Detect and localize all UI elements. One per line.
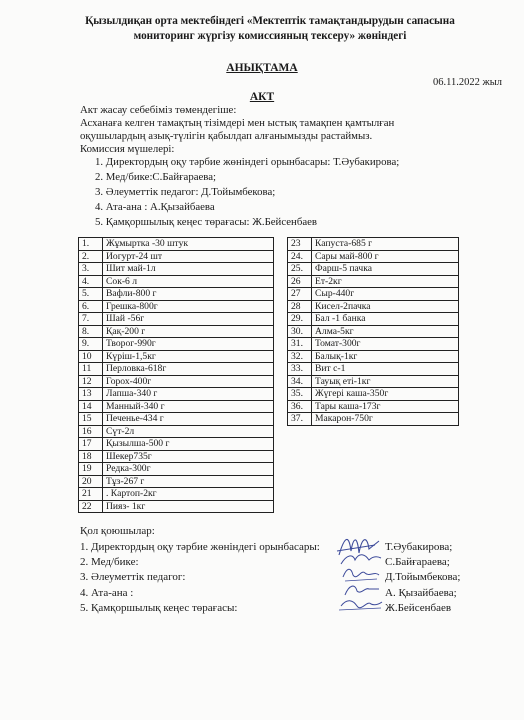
signatures-title: Қол қоюшылар: [80, 525, 155, 537]
document-header [60, 14, 480, 44]
table-row [288, 300, 459, 313]
header-line-1: Қызылдиқан орта мектебіндегі «Мектептік тамақтандырудын сапасына [85, 15, 455, 27]
document-type-heading: АНЫҚТАМА [226, 62, 298, 74]
header-line-2: мониторинг жүргізу комиссияның тексеру» жөніндегі [133, 30, 407, 42]
product-item: Манный-340 г [103, 400, 274, 413]
table-row [288, 375, 459, 388]
row-number: 35. [288, 388, 312, 401]
table-row [79, 313, 274, 326]
row-number: 15 [79, 413, 103, 426]
product-item: Тұз-267 г [103, 475, 274, 488]
table-row [79, 488, 274, 501]
row-number: 34. [288, 375, 312, 388]
product-item: Кисел-2пачка [312, 300, 459, 313]
product-item: Балық-1кг [312, 350, 459, 363]
product-item: Ет-2кг [312, 275, 459, 288]
row-number: 12 [79, 375, 103, 388]
product-item: Тауық еті-1кг [312, 375, 459, 388]
signature-role: 2. Мед/бике: [80, 556, 139, 569]
signature-name: А. Қызайбаева; [385, 586, 457, 599]
signature-row [80, 540, 500, 555]
table-row [79, 438, 274, 451]
member-item: 2. Мед/бике:С.Байғараева; [95, 171, 217, 183]
product-item: . Картоп-2кг [103, 488, 274, 501]
table-row [288, 250, 459, 263]
row-number: 22 [79, 500, 103, 513]
product-item: Вит с-1 [312, 363, 459, 376]
table-row [79, 388, 274, 401]
product-item: Шай -56г [103, 313, 274, 326]
product-item: Тары каша-173г [312, 400, 459, 413]
table-row [288, 288, 459, 301]
row-number: 29. [288, 313, 312, 326]
product-item: Макарон-750г [312, 413, 459, 426]
product-item: Шит май-1л [103, 263, 274, 276]
product-item: Жұмыртка -30 штук [103, 238, 274, 251]
signature-role: 3. Әлеуметтік педагог: [80, 571, 186, 584]
row-number: 30. [288, 325, 312, 338]
product-item: Лапша-340 г [103, 388, 274, 401]
row-number: 19 [79, 463, 103, 476]
row-number: 36. [288, 400, 312, 413]
table-row [79, 475, 274, 488]
table-row [79, 250, 274, 263]
row-number: 37. [288, 413, 312, 426]
signatures-list [80, 540, 500, 616]
table-row [79, 463, 274, 476]
row-number: 5. [79, 288, 103, 301]
table-row [79, 350, 274, 363]
row-number: 13 [79, 388, 103, 401]
product-item: Печенье-434 г [103, 413, 274, 426]
signature-role: 1. Директордың оқу тәрбие жөніндегі орынбасары: [80, 541, 320, 553]
products-table-right [287, 237, 459, 426]
table-row [79, 425, 274, 438]
product-item: Фарш-5 пачка [312, 263, 459, 276]
row-number: 11 [79, 363, 103, 376]
signature-role: 5. Қамқоршылық кеңес төрағасы: [80, 601, 238, 614]
product-item: Сыр-440г [312, 288, 459, 301]
signature-name: Ж.Бейсенбаев [385, 601, 452, 614]
table-row [288, 238, 459, 251]
member-item: 1. Директордың оқу тәрбие жөніндегі орынбасары: Т.Әубакирова; [95, 156, 400, 168]
table-row [288, 413, 459, 426]
table-row [288, 275, 459, 288]
product-item: Алма-5кг [312, 325, 459, 338]
signature-row [80, 570, 500, 585]
row-number: 7. [79, 313, 103, 326]
row-number: 1. [79, 238, 103, 251]
table-row [288, 338, 459, 351]
row-number: 33. [288, 363, 312, 376]
table-row [79, 238, 274, 251]
signature-row [80, 601, 500, 616]
commission-members-list [95, 155, 399, 230]
signature-row [80, 555, 500, 570]
reason-line: Акт жасау себебіміз төмендегіше: [80, 104, 237, 116]
table-row [79, 300, 274, 313]
row-number: 23 [288, 238, 312, 251]
row-number: 27 [288, 288, 312, 301]
product-item: Иогурт-24 шт [103, 250, 274, 263]
row-number: 24. [288, 250, 312, 263]
product-item: Қызылша-500 г [103, 438, 274, 451]
signature-row [80, 586, 500, 601]
table-row [79, 400, 274, 413]
commission-label: Комиссия мүшелері: [80, 143, 175, 155]
product-item: Сок-6 л [103, 275, 274, 288]
row-number: 8. [79, 325, 103, 338]
product-item: Капуста-685 г [312, 238, 459, 251]
product-item: Қақ-200 г [103, 325, 274, 338]
product-item: Вафли-800 г [103, 288, 274, 301]
table-row [79, 413, 274, 426]
row-number: 10 [79, 350, 103, 363]
product-item: Сүт-2л [103, 425, 274, 438]
table-row [79, 338, 274, 351]
row-number: 20 [79, 475, 103, 488]
table-row [288, 313, 459, 326]
table-row [79, 325, 274, 338]
row-number: 2. [79, 250, 103, 263]
row-number: 26 [288, 275, 312, 288]
table-row [79, 275, 274, 288]
signature-name: Т.Әубакирова; [385, 541, 453, 553]
row-number: 4. [79, 275, 103, 288]
row-number: 18 [79, 450, 103, 463]
table-row [288, 400, 459, 413]
product-item: Күріш-1,5кг [103, 350, 274, 363]
row-number: 17 [79, 438, 103, 451]
product-item: Горох-400г [103, 375, 274, 388]
product-item: Бал -1 банка [312, 313, 459, 326]
document-date: 06.11.2022 жыл [432, 77, 502, 88]
product-item: Шекер735г [103, 450, 274, 463]
signature-name: С.Байғараева; [385, 556, 450, 569]
table-row [79, 288, 274, 301]
signature-role: 4. Ата-ана : [80, 586, 134, 599]
table-row [79, 363, 274, 376]
table-row [288, 325, 459, 338]
row-number: 14 [79, 400, 103, 413]
table-row [79, 375, 274, 388]
row-number: 25. [288, 263, 312, 276]
act-heading: АКТ [249, 91, 275, 103]
member-item: 3. Әлеуметтік педагог: Д.Тойымбекова; [95, 186, 276, 198]
table-row [288, 363, 459, 376]
row-number: 31. [288, 338, 312, 351]
signature-name: Д.Тойымбекова; [385, 571, 461, 584]
table-row [288, 263, 459, 276]
row-number: 3. [79, 263, 103, 276]
row-number: 21 [79, 488, 103, 501]
row-number: 9. [79, 338, 103, 351]
statement-line-1: Асханаға келген тамақтың тізімдері мен ыстық тамақпен қамтылған [80, 117, 395, 129]
table-row [288, 350, 459, 363]
row-number: 28 [288, 300, 312, 313]
product-item: Творог-990г [103, 338, 274, 351]
table-row [288, 388, 459, 401]
statement-line-2: оқушылардың азық-түлігін қабылдап алғанымызды растаймыз. [80, 130, 373, 142]
table-row [79, 263, 274, 276]
product-item: Перловка-618г [103, 363, 274, 376]
product-item: Сары май-800 г [312, 250, 459, 263]
member-item: 5. Қамқоршылық кеңес төрағасы: Ж.Бейсенбаев [95, 216, 318, 228]
product-item: Томат-300г [312, 338, 459, 351]
row-number: 16 [79, 425, 103, 438]
product-item: Пияз- 1кг [103, 500, 274, 513]
table-row [79, 450, 274, 463]
product-item: Жүгері каша-350г [312, 388, 459, 401]
row-number: 32. [288, 350, 312, 363]
row-number: 6. [79, 300, 103, 313]
products-table-left [78, 237, 274, 513]
product-item: Грешка-800г [103, 300, 274, 313]
product-item: Редка-300г [103, 463, 274, 476]
member-item: 4. Ата-ана : А.Қызайбаева [95, 201, 215, 213]
table-row [79, 500, 274, 513]
handwritten-signature [335, 592, 383, 618]
